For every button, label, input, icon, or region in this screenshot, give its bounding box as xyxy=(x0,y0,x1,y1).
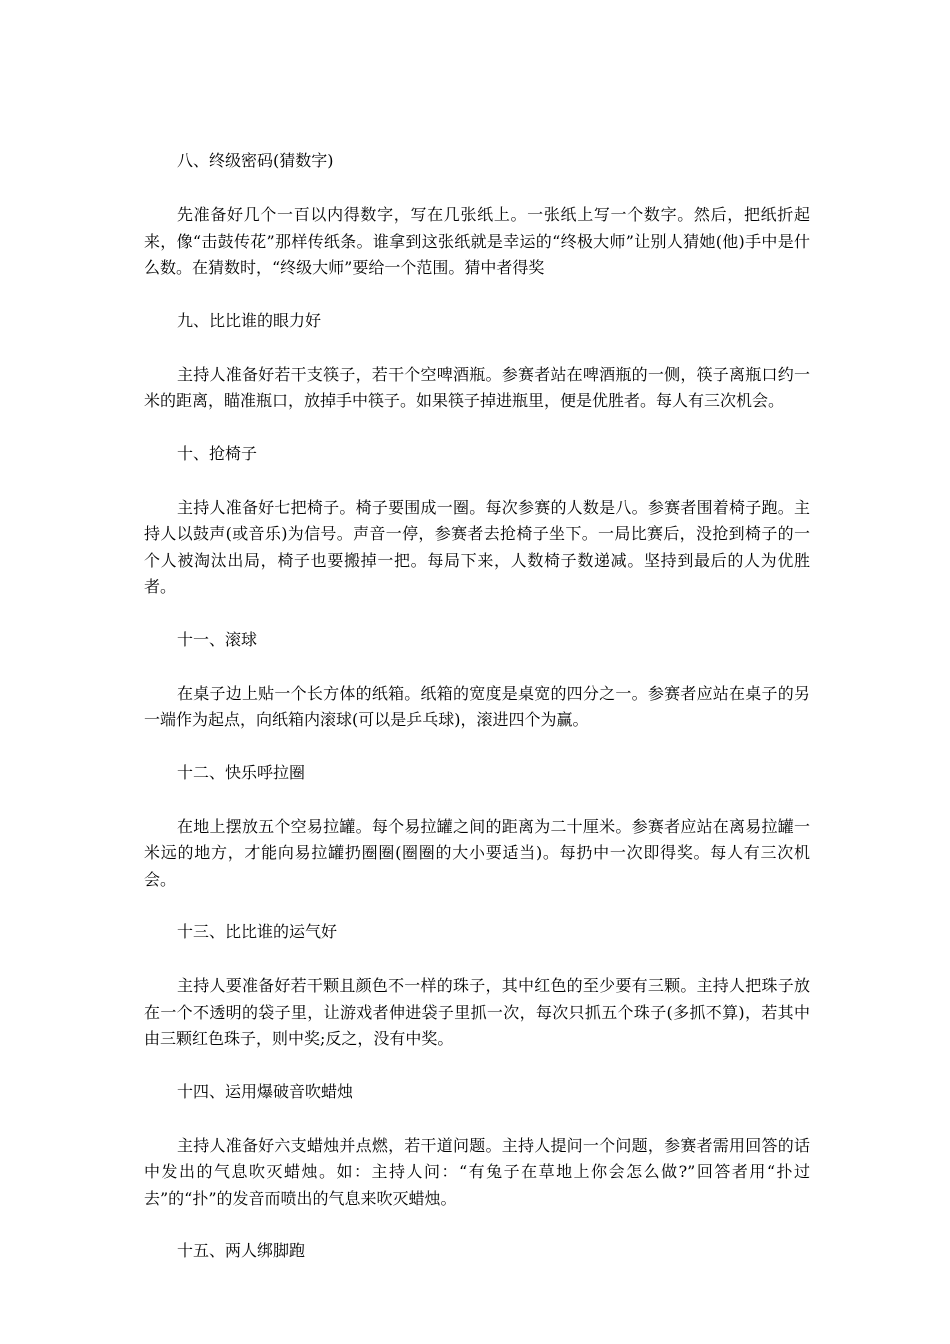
section-heading: 十一、滚球 xyxy=(177,629,258,649)
section-heading: 十五、两人绑脚跑 xyxy=(177,1241,306,1260)
section-paragraph: 主持人准备好六支蜡烛并点燃，若干道问题。主持人提问一个问题，参赛者需用回答的话中发出的气息吹灭蜡烛。如：主持人问：“有兔子在草地上你会怎么做?”回答者用“扑过去”的“扑”的发音而喷出的气息来吹灭蜡烛。 xyxy=(144,1135,810,1208)
section-heading: 十二、快乐呼拉圈 xyxy=(177,762,306,782)
section-heading: 十、抢椅子 xyxy=(177,443,258,463)
section-paragraph: 在地上摆放五个空易拉罐。每个易拉罐之间的距离为二十厘米。参赛者应站在离易拉罐一米远的地方，才能向易拉罐扔圈圈(圈圈的大小要适当)。每扔中一次即得奖。每人有三次机会。 xyxy=(144,816,810,889)
section-paragraph: 主持人准备好若干支筷子，若干个空啤酒瓶。参赛者站在啤酒瓶的一侧，筷子离瓶口约一米的距离，瞄准瓶口，放掉手中筷子。如果筷子掉进瓶里，便是优胜者。每人有三次机会。 xyxy=(144,364,810,410)
section-paragraph: 先准备好几个一百以内得数字，写在几张纸上。一张纸上写一个数字。然后，把纸折起来，像“击鼓传花”那样传纸条。谁拿到这张纸就是幸运的“终极大师”让别人猜她(他)手中是什么数。在猜数时，“终级大师”要给一个范围。猜中者得奖 xyxy=(144,205,810,277)
section-heading: 十三、比比谁的运气好 xyxy=(177,922,338,941)
section-heading: 八、终级密码(猜数字) xyxy=(177,151,334,170)
section-paragraph: 主持人要准备好若干颗且颜色不一样的珠子，其中红色的至少要有三颗。主持人把珠子放在一个不透明的袋子里，让游戏者伸进袋子里抓一次，每次只抓五个珠子(多抓不算)，若其中由三颗红色珠子，则中奖;反之，没有中奖。 xyxy=(144,976,810,1048)
section-heading: 九、比比谁的眼力好 xyxy=(177,310,322,330)
section-paragraph: 在桌子边上贴一个长方体的纸箱。纸箱的宽度是桌宽的四分之一。参赛者应站在桌子的另一端作为起点，向纸箱内滚球(可以是乒乓球)，滚进四个为赢。 xyxy=(144,683,810,729)
section-heading: 十四、运用爆破音吹蜡烛 xyxy=(177,1081,354,1101)
section-paragraph: 主持人准备好七把椅子。椅子要围成一圈。每次参赛的人数是八。参赛者围着椅子跑。主持人以鼓声(或音乐)为信号。声音一停，参赛者去抢椅子坐下。一局比赛后，没抢到椅子的一个人被淘汰出局，椅子也要搬掉一把。每局下来，人数椅子数递减。坚持到最后的人为优胜者。 xyxy=(144,497,810,596)
document-body xyxy=(144,148,810,1264)
